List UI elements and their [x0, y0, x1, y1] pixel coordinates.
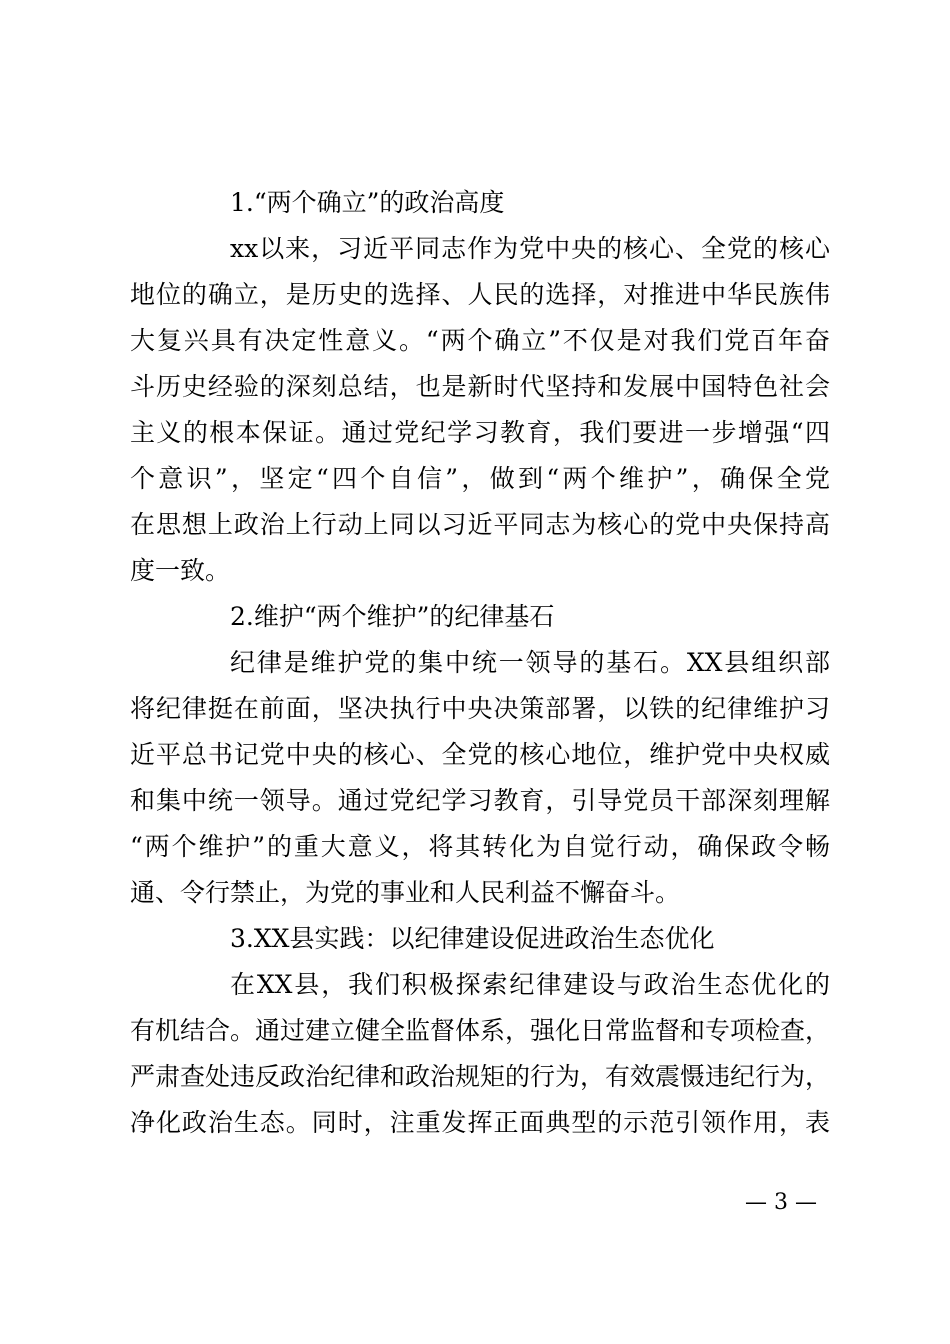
section-3-line-4: 净化政治生态。同时，注重发挥正面典型的示范引领作用，表	[130, 1108, 830, 1137]
section-2-line-2: 将纪律挺在前面，坚决执行中央决策部署，以铁的纪律维护习	[130, 694, 830, 723]
section-2-line-3: 近平总书记党中央的核心、全党的核心地位，维护党中央权威	[130, 740, 830, 769]
section-1-line-2: 地位的确立，是历史的选择、人民的选择，对推进中华民族伟	[130, 280, 830, 309]
section-3-line-3: 严肃查处违反政治纪律和政治规矩的行为，有效震慑违纪行为，	[130, 1062, 831, 1091]
section-1-line-8: 度一致。	[130, 556, 231, 585]
section-1-line-6: 个意识”，坚定“四个自信”，做到“两个维护”，确保全党	[130, 464, 830, 493]
page-number: — 3 —	[745, 1190, 817, 1215]
section-1-line-4: 斗历史经验的深刻总结，也是新时代坚持和发展中国特色社会	[130, 372, 830, 401]
section-1-line-1: xx以来，习近平同志作为党中央的核心、全党的核心	[230, 234, 830, 263]
section-2-line-5: “两个维护”的重大意义，将其转化为自觉行动，确保政令畅	[130, 832, 830, 861]
section-2-heading: 2.维护“两个维护”的纪律基石	[230, 602, 555, 631]
section-3-line-2: 有机结合。通过建立健全监督体系，强化日常监督和专项检查，	[130, 1016, 831, 1045]
section-1-heading: 1.“两个确立”的政治高度	[230, 188, 505, 217]
section-1-line-7: 在思想上政治上行动上同以习近平同志为核心的党中央保持高	[130, 510, 830, 539]
section-2-line-4: 和集中统一领导。通过党纪学习教育，引导党员干部深刻理解	[130, 786, 830, 815]
section-1-line-5: 主义的根本保证。通过党纪学习教育，我们要进一步增强“四	[130, 418, 830, 447]
section-3-heading: 3.XX县实践：以纪律建设促进政治生态优化	[230, 924, 715, 953]
section-3-line-1: 在XX县，我们积极探索纪律建设与政治生态优化的	[230, 970, 830, 999]
section-2-line-6: 通、令行禁止，为党的事业和人民利益不懈奋斗。	[130, 878, 681, 907]
section-2-line-1: 纪律是维护党的集中统一领导的基石。XX县组织部	[230, 648, 830, 677]
section-1-line-3: 大复兴具有决定性意义。“两个确立”不仅是对我们党百年奋	[130, 326, 830, 355]
